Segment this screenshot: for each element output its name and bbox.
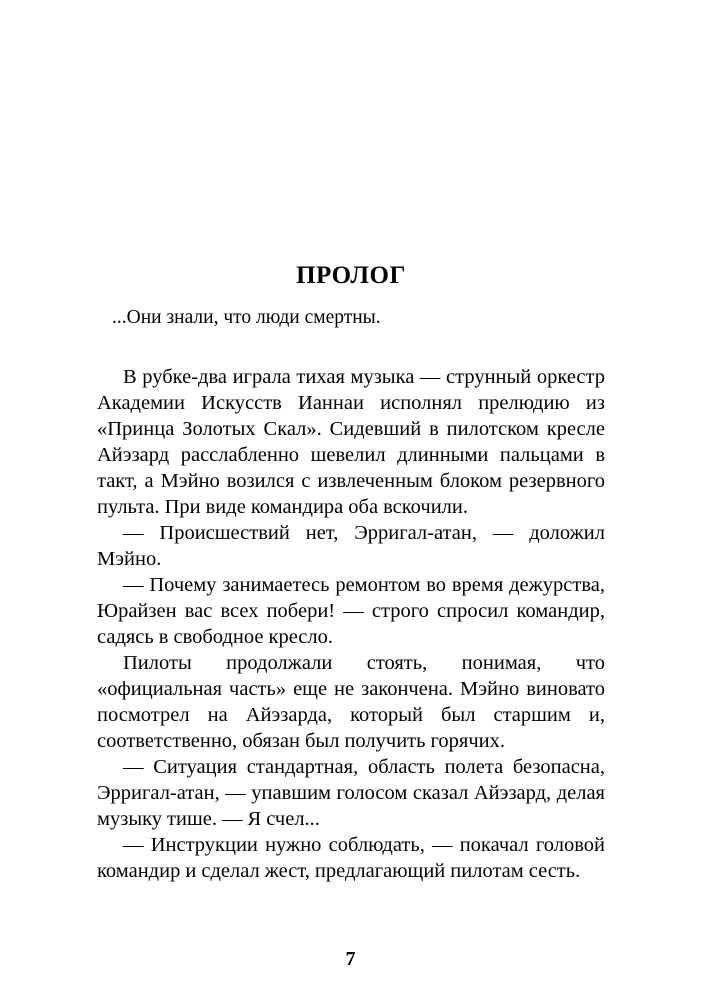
paragraph: — Ситуация стандартная, область полета безопасна, Эрригал-атан, — упавшим голосом сказал Айэзард, делая музыку тише. — Я счел...: [97, 756, 605, 831]
page-number: 7: [345, 948, 356, 970]
chapter-title: ПРОЛОГ: [296, 262, 406, 289]
paragraph: Пилоты продолжали стоять, понимая, что «официальная часть» еще не закончена. Мэйно виновато посмотрел на Айэзарда, который был старшим и, соответственно, обязан был получить горячих.: [97, 652, 605, 753]
body-text: [97, 364, 605, 884]
paragraph: — Происшествий нет, Эрригал-атан, — доложил Мэйно.: [97, 522, 605, 571]
chapter-epigraph: ...Они знали, что люди смертны.: [112, 306, 381, 328]
paragraph: В рубке-два играла тихая музыка — струнный оркестр Академии Искусств Ианнаи исполнял прелюдию из «Принца Золотых Скал». Сидевший в пилотском кресле Айэзард расслабленно шевелил длинными пальцами в такт, а Мэйно возился с извлеченным блоком резервного пульта. При виде командира оба вскочили.: [97, 366, 605, 519]
page-text-block: [97, 262, 605, 884]
paragraph: — Почему занимаетесь ремонтом во время дежурства, Юрайзен вас всех побери! — строго спросил командир, садясь в свободное кресло.: [97, 574, 605, 649]
paragraph: — Инструкции нужно соблюдать, — покачал головой командир и сделал жест, предлагающий пилотам сесть.: [97, 834, 605, 883]
